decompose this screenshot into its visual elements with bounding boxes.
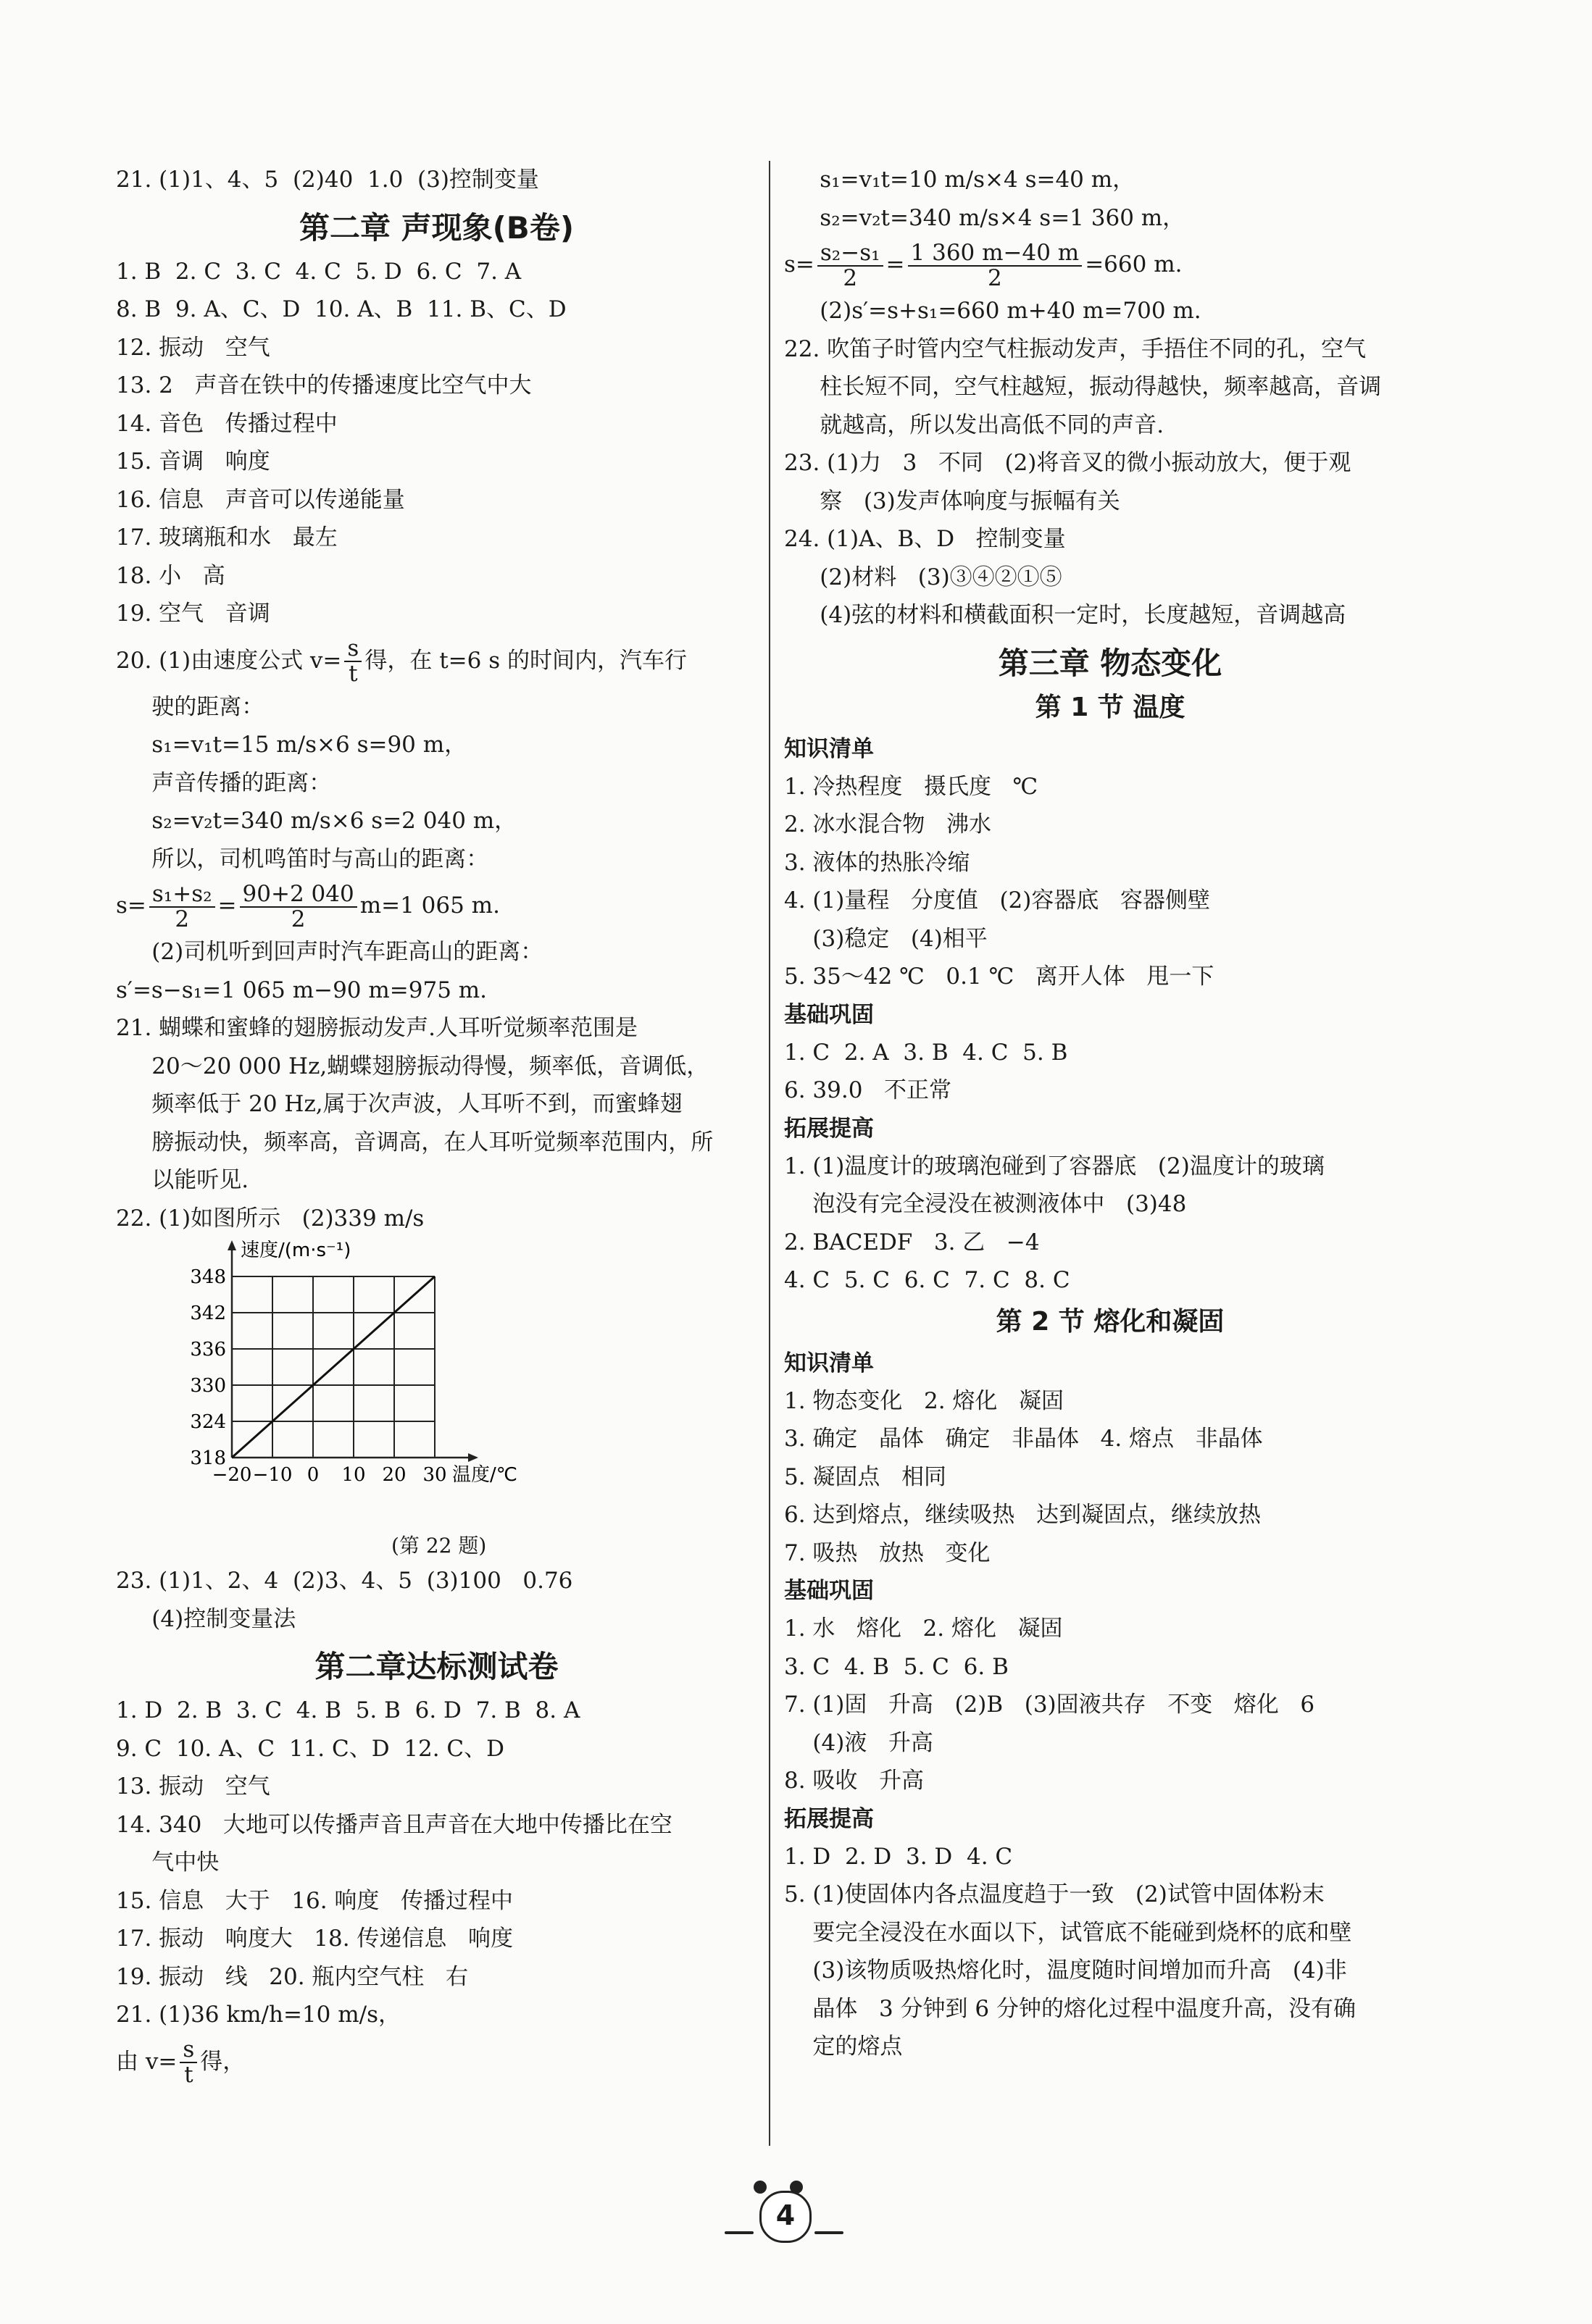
chapter-heading: 第二章 声现象(B卷) — [299, 209, 575, 246]
y-tick-label: 342 — [190, 1303, 226, 1324]
answer-line: 察 (3)发声体响度与振幅有关 — [784, 488, 1120, 514]
answer-line: 柱长短不同，空气柱越短，振动得越快，频率越高，音调 — [784, 374, 1382, 400]
answer-line: 21. (1)36 km/h=10 m/s， — [116, 2002, 401, 2028]
answer-line: 6. 39.0 不正常 — [784, 1077, 952, 1103]
text-part: m=1 065 m. — [359, 893, 500, 919]
answer-line: 8. 吸收 升高 — [784, 1768, 924, 1794]
page-number: 4 — [759, 2191, 812, 2243]
answer-line: s₁=v₁t=15 m/s×6 s=90 m， — [116, 732, 467, 758]
answer-line: 1. 水 熔化 2. 熔化 凝固 — [784, 1615, 1063, 1642]
answer-line: 所以，司机鸣笛时与高山的距离： — [116, 845, 489, 872]
answer-line: (4)液 升高 — [784, 1729, 933, 1756]
answer-line: (3)该物质吸热熔化时，温度随时间增加而升高 (4)非 — [784, 1957, 1347, 1984]
text-part: s= — [784, 251, 814, 277]
answer-line: 1. 冷热程度 摄氏度 ℃ — [784, 773, 1038, 800]
answer-line: 6. 达到熔点，继续吸热 达到凝固点，继续放热 — [784, 1502, 1261, 1528]
x-axis-arrow-icon — [468, 1453, 478, 1462]
x-tick-label: 30 — [422, 1464, 447, 1486]
denominator: 2 — [988, 264, 1002, 291]
answer-line: 12. 振动 空气 — [116, 334, 270, 361]
answer-line: 1. 物态变化 2. 熔化 凝固 — [784, 1387, 1064, 1414]
text-part: s= — [116, 893, 146, 919]
fraction — [817, 241, 883, 290]
speed-temperature-chart — [159, 1240, 609, 1530]
fraction — [344, 637, 362, 685]
answer-line: 18. 小 高 — [116, 562, 225, 589]
text-part: =660 m. — [1085, 251, 1183, 277]
subsection-label: 知识清单 — [784, 1350, 874, 1376]
left-column — [116, 161, 757, 2089]
x-tick-label: 0 — [307, 1464, 320, 1486]
answer-line: 19. 振动 线 20. 瓶内空气柱 右 — [116, 1963, 468, 1990]
y-tick-label: 324 — [190, 1411, 226, 1433]
answer-line: 气中快 — [116, 1849, 220, 1876]
y-tick-label: 330 — [190, 1375, 226, 1397]
test-heading: 第二章达标测试卷 — [314, 1649, 559, 1684]
mascot-arm-icon — [725, 2231, 754, 2234]
text-part: 得，在 t=6 s 的时间内，汽车行 — [364, 647, 687, 674]
answer-line: 2. 冰水混合物 沸水 — [784, 811, 991, 837]
chapter-heading: 第三章 物态变化 — [998, 645, 1222, 681]
answer-line: s₂=v₂t=340 m/s×6 s=2 040 m， — [116, 808, 517, 834]
answer-line: 16. 信息 声音可以传递能量 — [116, 486, 405, 513]
answer-line: (4)弦的材料和横截面积一定时，长度越短，音调越高 — [784, 602, 1346, 628]
answer-line: 声音传播的距离： — [116, 769, 332, 796]
text-part: = — [217, 893, 237, 919]
column-divider — [769, 161, 770, 2146]
answer-line: (4)控制变量法 — [116, 1605, 296, 1632]
answer-line: 8. B 9. A、C、D 10. A、B 11. B、C、D — [116, 296, 567, 322]
formula-line — [116, 878, 757, 933]
y-tick-label: 348 — [190, 1266, 226, 1288]
fraction — [149, 882, 215, 931]
x-tick-label: −20 — [212, 1464, 252, 1486]
formula-line — [116, 2034, 757, 2089]
x-tick-label: −10 — [252, 1464, 293, 1486]
subsection-label: 基础巩固 — [784, 1001, 874, 1028]
section-heading: 第 1 节 温度 — [1035, 692, 1185, 722]
answer-line: 2. BACEDF 3. 乙 −4 — [784, 1229, 1040, 1255]
subsection-label: 拓展提高 — [784, 1805, 874, 1832]
denominator: 2 — [843, 264, 858, 291]
numerator: s₂−s₁ — [817, 241, 883, 267]
answer-line: 3. C 4. B 5. C 6. B — [784, 1653, 1009, 1680]
answer-line: 14. 340 大地可以传播声音且声音在大地中传播比在空 — [116, 1811, 672, 1838]
answer-line: 定的熔点 — [784, 2034, 903, 2060]
answer-line: 13. 振动 空气 — [116, 1773, 270, 1800]
subsection-label: 基础巩固 — [784, 1578, 874, 1604]
subsection-label: 知识清单 — [784, 735, 874, 762]
formula-line — [116, 633, 757, 688]
figure-caption: (第 22 题) — [391, 1534, 487, 1558]
denominator: t — [349, 661, 358, 687]
denominator: 2 — [175, 906, 190, 932]
answer-line: 9. C 10. A、C 11. C、D 12. C、D — [116, 1735, 504, 1762]
numerator: s — [180, 2038, 197, 2063]
answer-line: 1. D 2. D 3. D 4. C — [784, 1843, 1013, 1870]
answer-line: 1. (1)温度计的玻璃泡碰到了容器底 (2)温度计的玻璃 — [784, 1153, 1325, 1179]
mascot-eye-icon — [754, 2181, 767, 2194]
answer-line: 21. (1)1、4、5 (2)40 1.0 (3)控制变量 — [116, 167, 539, 193]
answer-line: (2)材料 (3)③④②①⑤ — [784, 564, 1062, 590]
answer-line: 膀振动快，频率高，音调高，在人耳听觉频率范围内，所 — [116, 1129, 714, 1155]
denominator: 2 — [291, 906, 306, 932]
text-part: = — [885, 251, 905, 277]
answer-line: 晶体 3 分钟到 6 分钟的熔化过程中温度升高，没有确 — [784, 1995, 1356, 2022]
answer-line: 1. D 2. B 3. C 4. B 5. B 6. D 7. B 8. A — [116, 1697, 580, 1723]
answer-line: 5. 35～42 ℃ 0.1 ℃ 离开人体 甩一下 — [784, 964, 1214, 990]
answer-line: 以能听见. — [116, 1167, 249, 1193]
answer-line: 3. 确定 晶体 确定 非晶体 4. 熔点 非晶体 — [784, 1426, 1263, 1452]
x-axis-label: 温度/℃ — [452, 1464, 517, 1486]
answer-line: (2)s′=s+s₁=660 m+40 m=700 m. — [784, 298, 1201, 324]
answer-line: 13. 2 声音在铁中的传播速度比空气中大 — [116, 372, 532, 398]
numerator: 90+2 040 — [240, 882, 357, 908]
text-part: 20. (1)由速度公式 v= — [116, 647, 342, 674]
answer-line: 17. 振动 响度大 18. 传递信息 响度 — [116, 1926, 513, 1952]
text-part: 得， — [200, 2048, 246, 2075]
data-series-line — [232, 1276, 435, 1458]
answer-line: 4. C 5. C 6. C 7. C 8. C — [784, 1267, 1070, 1293]
answer-line: 19. 空气 音调 — [116, 601, 270, 627]
x-tick-label: 10 — [341, 1464, 366, 1486]
answer-line: 要完全浸没在水面以下，试管底不能碰到烧杯的底和壁 — [784, 1919, 1352, 1946]
answer-line: 23. (1)力 3 不同 (2)将音叉的微小振动放大，便于观 — [784, 450, 1351, 476]
answer-line: s₁=v₁t=10 m/s×4 s=40 m， — [784, 167, 1135, 193]
answer-line: 4. (1)量程 分度值 (2)容器底 容器侧壁 — [784, 887, 1210, 914]
answer-line: (2)司机听到回声时汽车距高山的距离： — [116, 939, 543, 965]
answer-line: 22. 吹笛子时管内空气柱振动发声，手捂住不同的孔，空气 — [784, 335, 1367, 362]
answer-line: 20～20 000 Hz,蝴蝶翅膀振动得慢，频率低，音调低， — [116, 1053, 709, 1079]
answer-line: 24. (1)A、B、D 控制变量 — [784, 526, 1066, 552]
answer-line: 15. 信息 大于 16. 响度 传播过程中 — [116, 1887, 513, 1914]
denominator: t — [184, 2062, 193, 2088]
fraction — [240, 882, 357, 931]
answer-line: s₂=v₂t=340 m/s×4 s=1 360 m， — [784, 204, 1185, 231]
answer-line: 驶的距离： — [116, 693, 264, 720]
answer-line: 泡没有完全浸没在被测液体中 (3)48 — [784, 1191, 1187, 1217]
y-axis-label: 速度/(m·s⁻¹) — [241, 1240, 351, 1261]
right-column — [784, 161, 1436, 2066]
fraction — [180, 2038, 197, 2086]
numerator: 1 360 m−40 m — [908, 241, 1083, 267]
answer-line: 7. 吸热 放热 变化 — [784, 1539, 991, 1566]
answer-line: (3)稳定 (4)相平 — [784, 925, 988, 952]
numerator: s₁+s₂ — [149, 882, 215, 908]
section-heading: 第 2 节 熔化和凝固 — [996, 1306, 1225, 1337]
answer-line: 15. 音调 响度 — [116, 448, 270, 475]
mascot-arm-icon — [814, 2231, 843, 2234]
answer-line: 23. (1)1、2、4 (2)3、4、5 (3)100 0.76 — [116, 1568, 573, 1594]
numerator: s — [344, 637, 362, 662]
fraction — [908, 241, 1083, 290]
y-axis-arrow-icon — [228, 1240, 236, 1250]
y-tick-label: 336 — [190, 1339, 226, 1360]
answer-line: 21. 蝴蝶和蜜蜂的翅膀振动发声.人耳听觉频率范围是 — [116, 1015, 638, 1041]
answer-line: 就越高，所以发出高低不同的声音. — [784, 411, 1164, 438]
formula-line — [784, 237, 1436, 292]
answer-line: 5. 凝固点 相同 — [784, 1463, 946, 1490]
answer-line: 14. 音色 传播过程中 — [116, 410, 338, 437]
y-tick-label: 318 — [190, 1447, 226, 1469]
answer-line: 5. (1)使固体内各点温度趋于一致 (2)试管中固体粉末 — [784, 1881, 1325, 1907]
answer-line: 22. (1)如图所示 (2)339 m/s — [116, 1205, 425, 1232]
answer-line: 3. 液体的热胀冷缩 — [784, 849, 970, 876]
x-tick-label: 20 — [382, 1464, 407, 1486]
answer-line: s′=s−s₁=1 065 m−90 m=975 m. — [116, 977, 488, 1003]
answer-line: 7. (1)固 升高 (2)B (3)固液共存 不变 熔化 6 — [784, 1692, 1315, 1718]
answer-line: 1. B 2. C 3. C 4. C 5. D 6. C 7. A — [116, 258, 522, 285]
answer-line: 频率低于 20 Hz,属于次声波，人耳听不到，而蜜蜂翅 — [116, 1091, 683, 1117]
text-part: 由 v= — [116, 2048, 178, 2075]
subsection-label: 拓展提高 — [784, 1115, 874, 1142]
answer-line: 17. 玻璃瓶和水 最左 — [116, 524, 338, 551]
answer-line: 1. C 2. A 3. B 4. C 5. B — [784, 1039, 1068, 1066]
